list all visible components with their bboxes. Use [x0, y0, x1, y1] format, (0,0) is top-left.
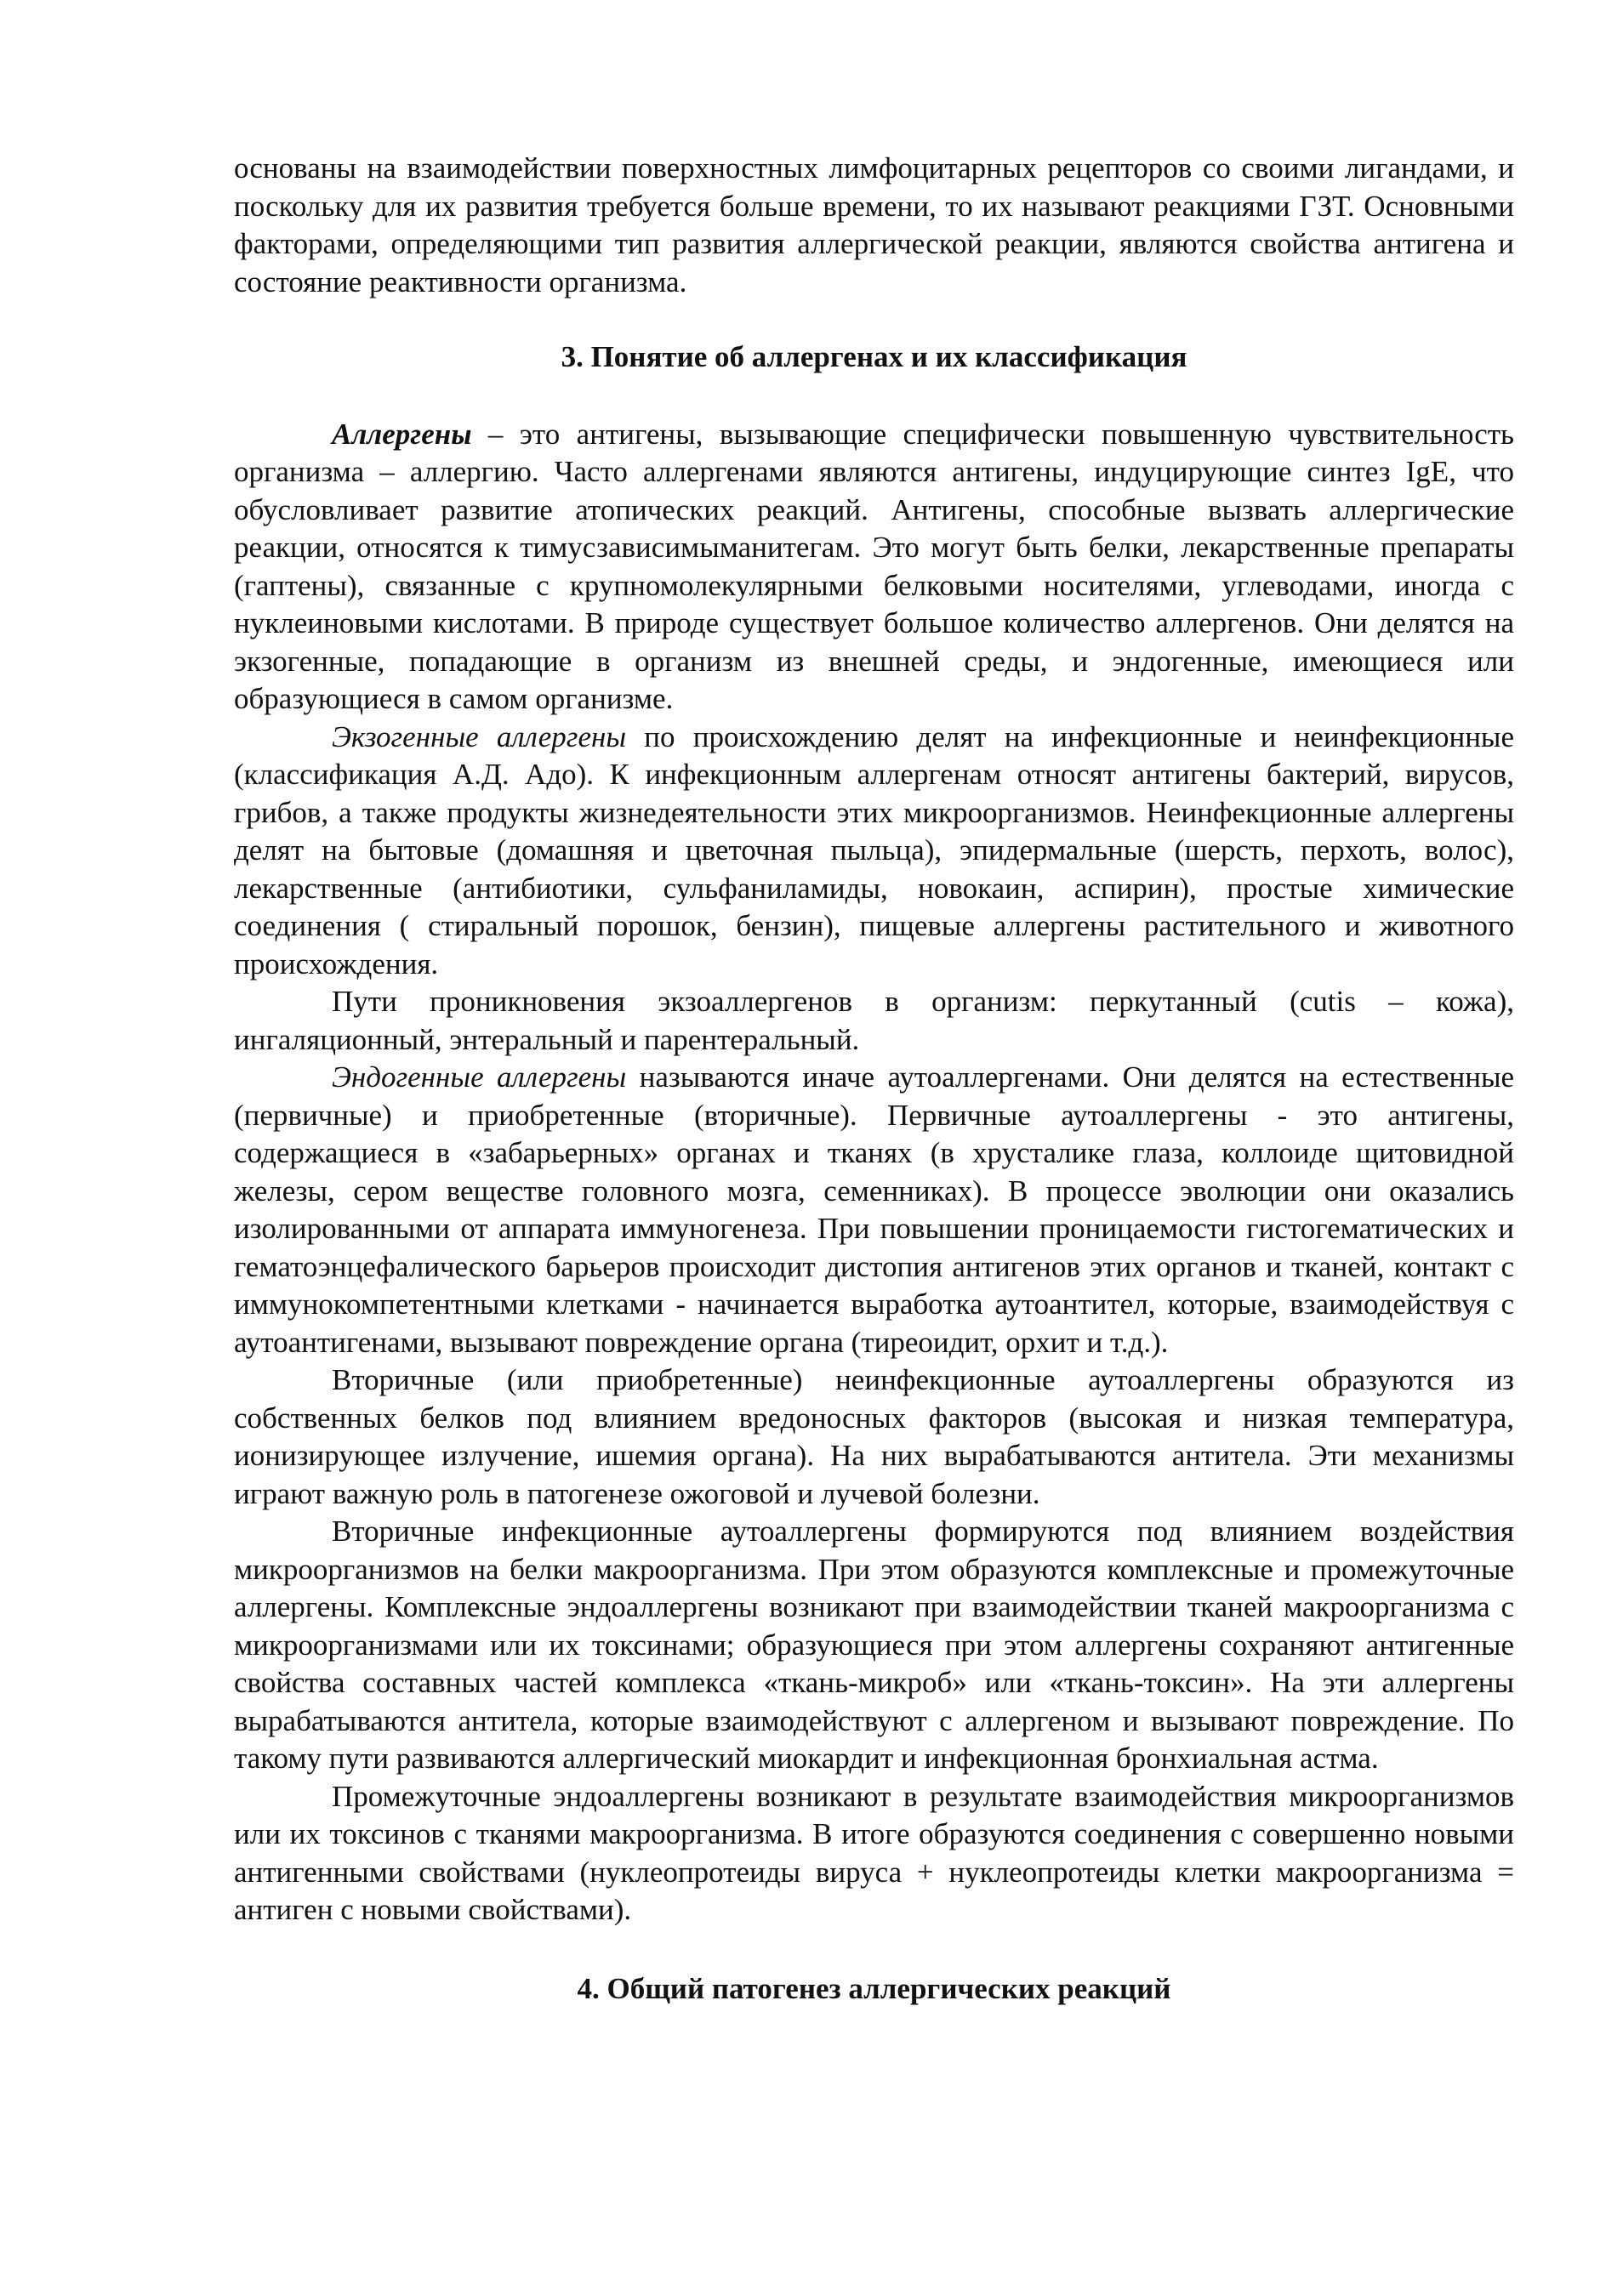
paragraph-text: – это антигены, вызывающие специфически повышенную чувствительность организма – аллергию. Часто аллергенами являются антигены, индуцирующие синтез IgE, что обусловливает развитие атопических реакций. Антигены, способные вызвать аллергические реакции, относятся к тимусзависимыманитегам. Это могут быть белки, лекарственные препараты (гаптены), связанные с крупномолекулярными белковыми носителями, углеводами, иногда с нуклеиновыми кислотами. В природе существует большое количество аллергенов. Они делятся на экзогенные, попадающие в организм из внешней среды, и эндогенные, имеющиеся или образующиеся в самом организме. — [234, 417, 1514, 715]
term-allergens: Аллергены — [332, 417, 472, 451]
page-content — [234, 150, 1514, 2008]
paragraph-secondary-infectious: Вторичные инфекционные аутоаллергены формируются под влиянием воздействия микроорганизмов на белки макроорганизма. При этом образуются комплексные и промежуточные аллергены. Комплексные эндоаллергены возникают при взаимодействии тканей макроорганизма с микроорганизмами или их токсинами; образующиеся при этом аллергены сохраняют антигенные свойства составных частей комплекса «ткань-микроб» или «ткань-токсин». На эти аллергены вырабатываются антитела, которые взаимодействуют с аллергеном и вызывают повреждение. По такому пути развиваются аллергический миокардит и инфекционная бронхиальная астма. — [234, 1515, 1514, 1775]
paragraph-intermediate-endoallergens: Промежуточные эндоаллергены возникают в результате взаимодействия микроорганизмов или их токсинов с тканями макроорганизма. В итоге образуются соединения с совершенно новыми антигенными свойствами (нуклеопротеиды вируса + нуклеопротеиды клетки макроорганизма = антиген с новыми свойствами). — [234, 1779, 1514, 1926]
paragraph-endogenous-allergens — [234, 1059, 1514, 1361]
paragraph-text: называются иначе аутоаллергенами. Они делятся на естественные (первичные) и приобретенные (вторичные). Первичные аутоаллергены - это антигены, содержащиеся в «забарьерных» органах и тканях (в хрусталике глаза, коллоиде щитовидной железы, сером веществе головного мозга, семенниках). В процессе эволюции они оказались изолированными от аппарата иммуногенеза. При повышении проницаемости гистогематических и гематоэнцефалического барьеров происходит дистопия антигенов этих органов и тканей, контакт с иммунокомпетентными клетками - начинается выработка аутоантител, которые, взаимодействуя с аутоантигенами, вызывают повреждение органа (тиреоидит, орхит и т.д.). — [234, 1060, 1514, 1359]
paragraph-exogenous-allergens — [234, 719, 1514, 984]
paragraph-penetration-routes: Пути проникновения экзоаллергенов в организм: перкутанный (cutis – кожа), ингаляционный, энтеральный и парентеральный. — [234, 985, 1514, 1056]
term-exogenous-allergens: Экзогенные аллергены — [332, 719, 627, 753]
section-4-heading: 4. Общий патогенез аллергических реакций — [577, 1971, 1171, 2005]
paragraph-allergens-definition — [234, 416, 1514, 719]
section-3-heading: 3. Понятие об аллергенах и их классификация — [561, 340, 1187, 373]
paragraph-secondary-noninfectious: Вторичные (или приобретенные) неинфекционные аутоаллергены образуются из собственных белков под влиянием вредоносных факторов (высокая и низкая температура, ионизирующее излучение, ишемия органа). На них вырабатываются антитела. Эти механизмы играют важную роль в патогенезе ожоговой и лучевой болезни. — [234, 1363, 1514, 1510]
intro-paragraph: основаны на взаимодействии поверхностных лимфоцитарных рецепторов со своими лигандами, и поскольку для их развития требуется больше времени, то их называют реакциями ГЗТ. Основными факторами, определяющими тип развития аллергической реакции, являются свойства антигена и состояние реактивности организма. — [234, 151, 1514, 298]
term-endogenous-allergens: Эндогенные аллергены — [332, 1060, 627, 1094]
paragraph-text: по происхождению делят на инфекционные и неинфекционные (классификация А.Д. Адо). К инфекционным аллергенам относят антигены бактерий, вирусов, грибов, а также продукты жизнедеятельности этих микроорганизмов. Неинфекционные аллергены делят на бытовые (домашняя и цветочная пыльца), эпидермальные (шерсть, перхоть, волос), лекарственные (антибиотики, сульфаниламиды, новокаин, аспирин), простые химические соединения ( стиральный порошок, бензин), пищевые аллергены растительного и животного происхождения. — [234, 719, 1514, 980]
